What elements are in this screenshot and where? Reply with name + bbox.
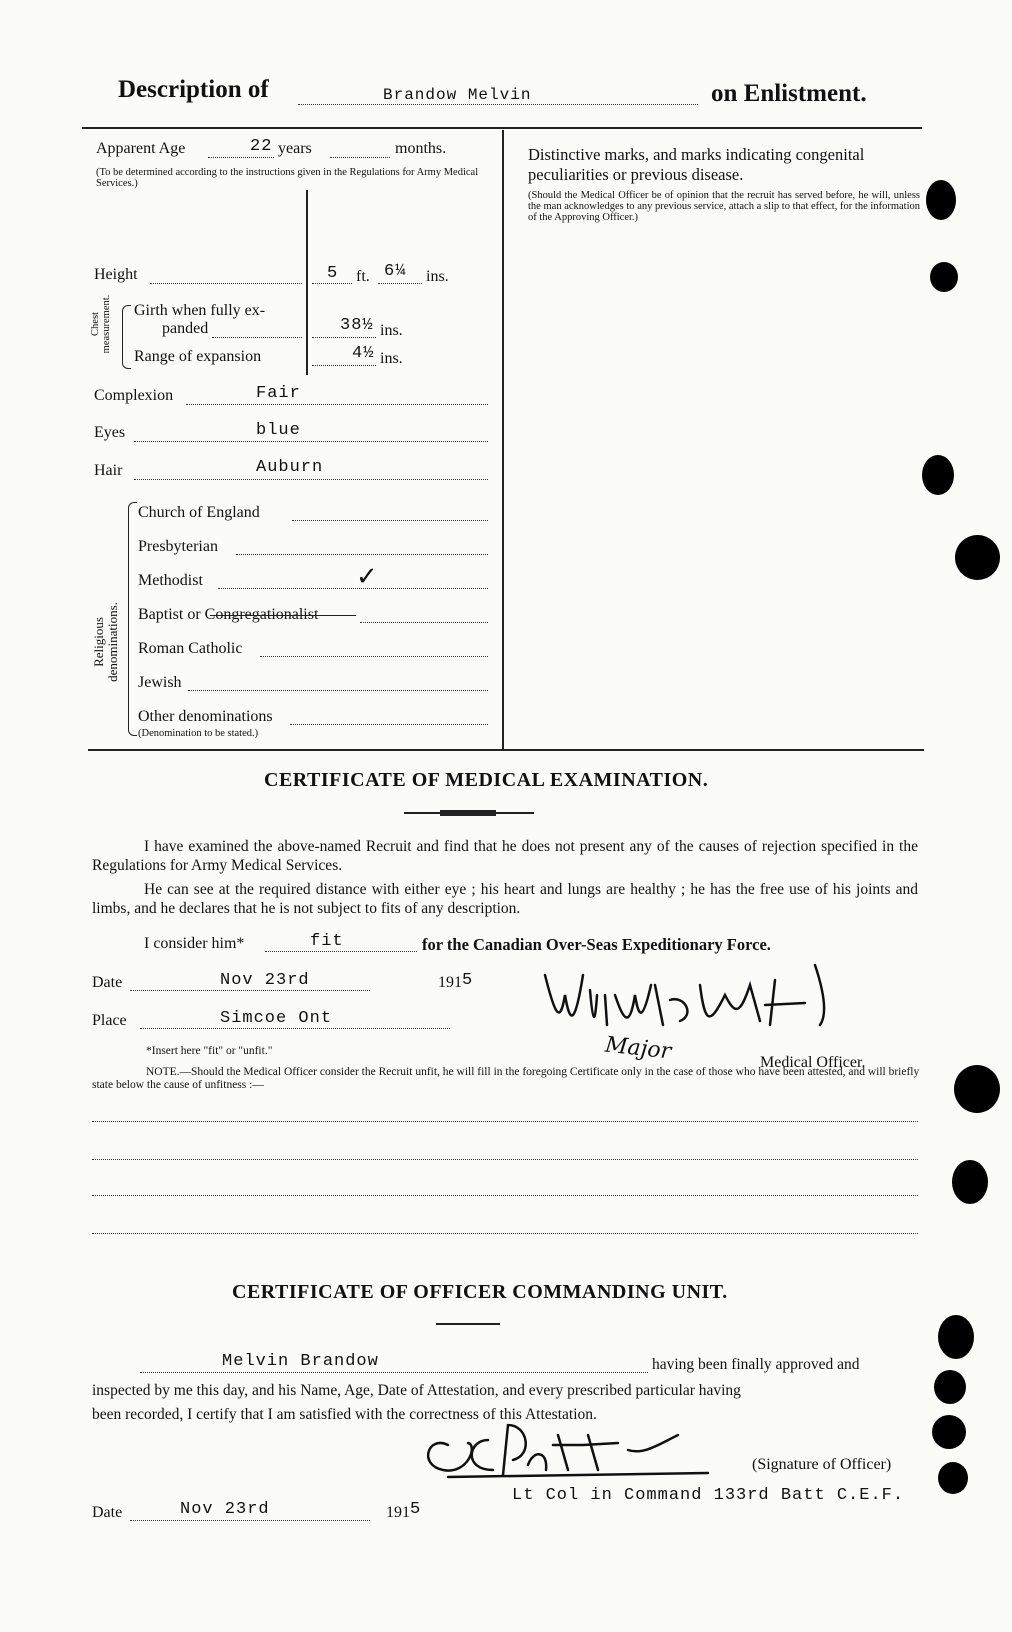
range-value: 4½: [352, 344, 375, 363]
approved-name-line: [140, 1372, 648, 1373]
months-line: [330, 157, 390, 158]
denomination-line: [360, 622, 488, 623]
unfit-note: NOTE.—Should the Medical Officer consider the Recruit unfit, he will fill in the foregoing Certificate only in the case of those who have been attested, and will briefly state below the cause of unfitness :—: [92, 1066, 920, 1091]
punch-hole: [930, 262, 958, 292]
denomination-label: Methodist: [138, 572, 203, 589]
top-rule: [82, 127, 922, 129]
fit-line: [265, 951, 417, 952]
denomination-row: [138, 636, 490, 666]
girth-label-1: Girth when fully ex-: [134, 302, 266, 319]
signature-of-officer-label: (Signature of Officer): [752, 1456, 892, 1473]
date-line-commanding: [130, 1520, 370, 1521]
fit-value: fit: [310, 932, 344, 951]
form-title: [118, 76, 898, 110]
height-ft-line: [312, 283, 352, 284]
unfitness-line-2: [92, 1159, 918, 1160]
ins-label-girth: ins.: [380, 322, 403, 339]
recruit-name: Brandow Melvin: [383, 86, 532, 104]
medical-para-1: I have examined the above-named Recruit and find that he does not present any of the causes of rejection specified in the Regulations for Army Medical Services.: [92, 838, 918, 874]
ins-label-height: ins.: [426, 268, 449, 285]
complexion-value: Fair: [256, 384, 301, 403]
months-label: months.: [395, 140, 447, 157]
congregationalist-strike: [210, 615, 356, 616]
years-label: years: [278, 140, 312, 157]
approved-name-value: Melvin Brandow: [222, 1352, 379, 1371]
religious-side-label: Religious denominations.: [91, 602, 120, 682]
punch-hole: [922, 455, 954, 495]
ft-label: ft.: [356, 268, 370, 285]
year-prefix-commanding: 191: [386, 1504, 410, 1521]
denomination-list: [138, 500, 490, 740]
denomination-label: Other denominations: [138, 708, 273, 725]
title-prefix: Description of: [118, 76, 269, 103]
year-digit-medical: 5: [462, 971, 474, 990]
hair-line: [134, 479, 488, 480]
girth-value: 38½: [340, 316, 374, 335]
hair-value: Auburn: [256, 458, 324, 477]
denomination-line: [292, 520, 488, 521]
chest-brace: [122, 305, 131, 369]
age-value: 22: [250, 137, 273, 156]
girth-label-2: panded: [162, 320, 209, 337]
date-label-medical: Date: [92, 974, 123, 991]
unfitness-line-4: [92, 1233, 918, 1234]
complexion-line: [186, 404, 488, 405]
height-line: [150, 283, 302, 284]
denomination-row: [138, 602, 490, 632]
value-divider: [306, 190, 308, 375]
denomination-row: [138, 500, 490, 530]
commanding-officer-rank: Lt Col in Command 133rd Batt C.E.F.: [512, 1486, 905, 1505]
punch-hole: [952, 1160, 988, 1204]
punch-hole: [934, 1370, 966, 1404]
punch-hole: [954, 1065, 1000, 1113]
eyes-value: blue: [256, 421, 301, 440]
denomination-note: (Denomination to be stated.): [138, 728, 259, 739]
date-line-medical: [130, 990, 370, 991]
place-label: Place: [92, 1012, 127, 1029]
date-label-commanding: Date: [92, 1504, 123, 1521]
medical-heading-rule-center: [440, 810, 496, 816]
girth-value-line: [312, 337, 376, 338]
chest-side-label: Chest measurement.: [90, 294, 112, 354]
denomination-label: Roman Catholic: [138, 640, 243, 657]
religious-brace: [128, 502, 137, 736]
unfitness-line-1: [92, 1121, 918, 1122]
year-digit-commanding: 5: [410, 1500, 422, 1519]
insert-note: *Insert here "fit" or "unfit.": [146, 1045, 273, 1057]
punch-hole: [932, 1415, 966, 1449]
denomination-label: Baptist or Congregationalist: [138, 606, 319, 623]
center-divider: [502, 130, 504, 750]
bottom-rule: [88, 749, 924, 751]
ins-label-range: ins.: [380, 350, 403, 367]
medical-heading: CERTIFICATE OF MEDICAL EXAMINATION.: [264, 769, 709, 791]
denomination-line: [260, 656, 488, 657]
medical-officer-signature: [535, 955, 855, 1045]
denomination-row: [138, 534, 490, 564]
punch-hole: [938, 1315, 974, 1359]
medical-officer-label: Medical Officer.: [760, 1054, 866, 1071]
complexion-label: Complexion: [94, 387, 174, 404]
title-name-line: [298, 104, 698, 105]
hair-label: Hair: [94, 462, 123, 479]
distinctive-marks-heading: Distinctive marks, and marks indicating congenital peculiarities or previous disease.: [528, 145, 865, 184]
denomination-line: [290, 724, 488, 725]
title-suffix: on Enlistment.: [711, 80, 867, 107]
commanding-text-1: having been finally approved and: [652, 1356, 860, 1373]
medical-para-2: He can see at the required distance with either eye ; his heart and lungs are healthy ; he has the free use of his joints and limbs, and he declares that he is not subject to fits of any description.: [92, 881, 918, 917]
commanding-text-2: inspected by me this day, and his Name, Age, Date of Attestation, and every prescribed particular having: [92, 1382, 741, 1399]
date-value-commanding: Nov 23rd: [180, 1500, 270, 1519]
girth-line: [212, 337, 302, 338]
apparent-age-label: Apparent Age: [96, 140, 186, 157]
commanding-text-3: been recorded, I certify that I am satisfied with the correctness of this Attestation.: [92, 1406, 597, 1423]
place-line: [140, 1028, 450, 1029]
eyes-line: [134, 441, 488, 442]
denomination-row: [138, 562, 490, 598]
consider-label: I consider him*: [144, 935, 245, 952]
place-value: Simcoe Ont: [220, 1009, 333, 1028]
distinctive-marks-note: (Should the Medical Officer be of opinion that the recruit has served before, he will, unless the man acknowledges to any previous service, attach a slip to that effect, for the information of the Approving Officer.): [528, 190, 920, 223]
year-prefix-medical: 191: [438, 974, 462, 991]
denomination-line: [236, 554, 488, 555]
range-value-line: [312, 365, 376, 366]
commanding-heading: CERTIFICATE OF OFFICER COMMANDING UNIT.: [232, 1281, 728, 1303]
commanding-heading-rule: [436, 1323, 500, 1325]
age-note: (To be determined according to the instructions given in the Regulations for Army Medical Services.): [96, 167, 479, 189]
range-label: Range of expansion: [134, 348, 262, 365]
eyes-label: Eyes: [94, 424, 126, 441]
denomination-label: Presbyterian: [138, 538, 218, 555]
methodist-check-mark: ✓: [356, 562, 378, 592]
age-line: [208, 157, 274, 158]
denomination-label: Jewish: [138, 674, 182, 691]
denomination-line: [188, 690, 488, 691]
denomination-label: Church of England: [138, 504, 260, 521]
denomination-row: [138, 670, 490, 700]
denomination-line: [218, 588, 488, 589]
commanding-officer-signature: [408, 1415, 748, 1485]
date-value-medical: Nov 23rd: [220, 971, 310, 990]
height-ft-value: 5: [327, 264, 339, 283]
height-in-value: 6¼: [384, 262, 407, 281]
punch-hole: [955, 535, 1000, 580]
punch-hole: [938, 1462, 968, 1494]
height-label: Height: [94, 266, 138, 283]
height-in-line: [378, 283, 422, 284]
medical-officer-rank-handwritten: Major: [603, 1032, 673, 1065]
punch-hole: [926, 180, 956, 220]
unfitness-line-3: [92, 1195, 918, 1196]
for-force-label: for the Canadian Over-Seas Expeditionary Force.: [422, 935, 771, 954]
